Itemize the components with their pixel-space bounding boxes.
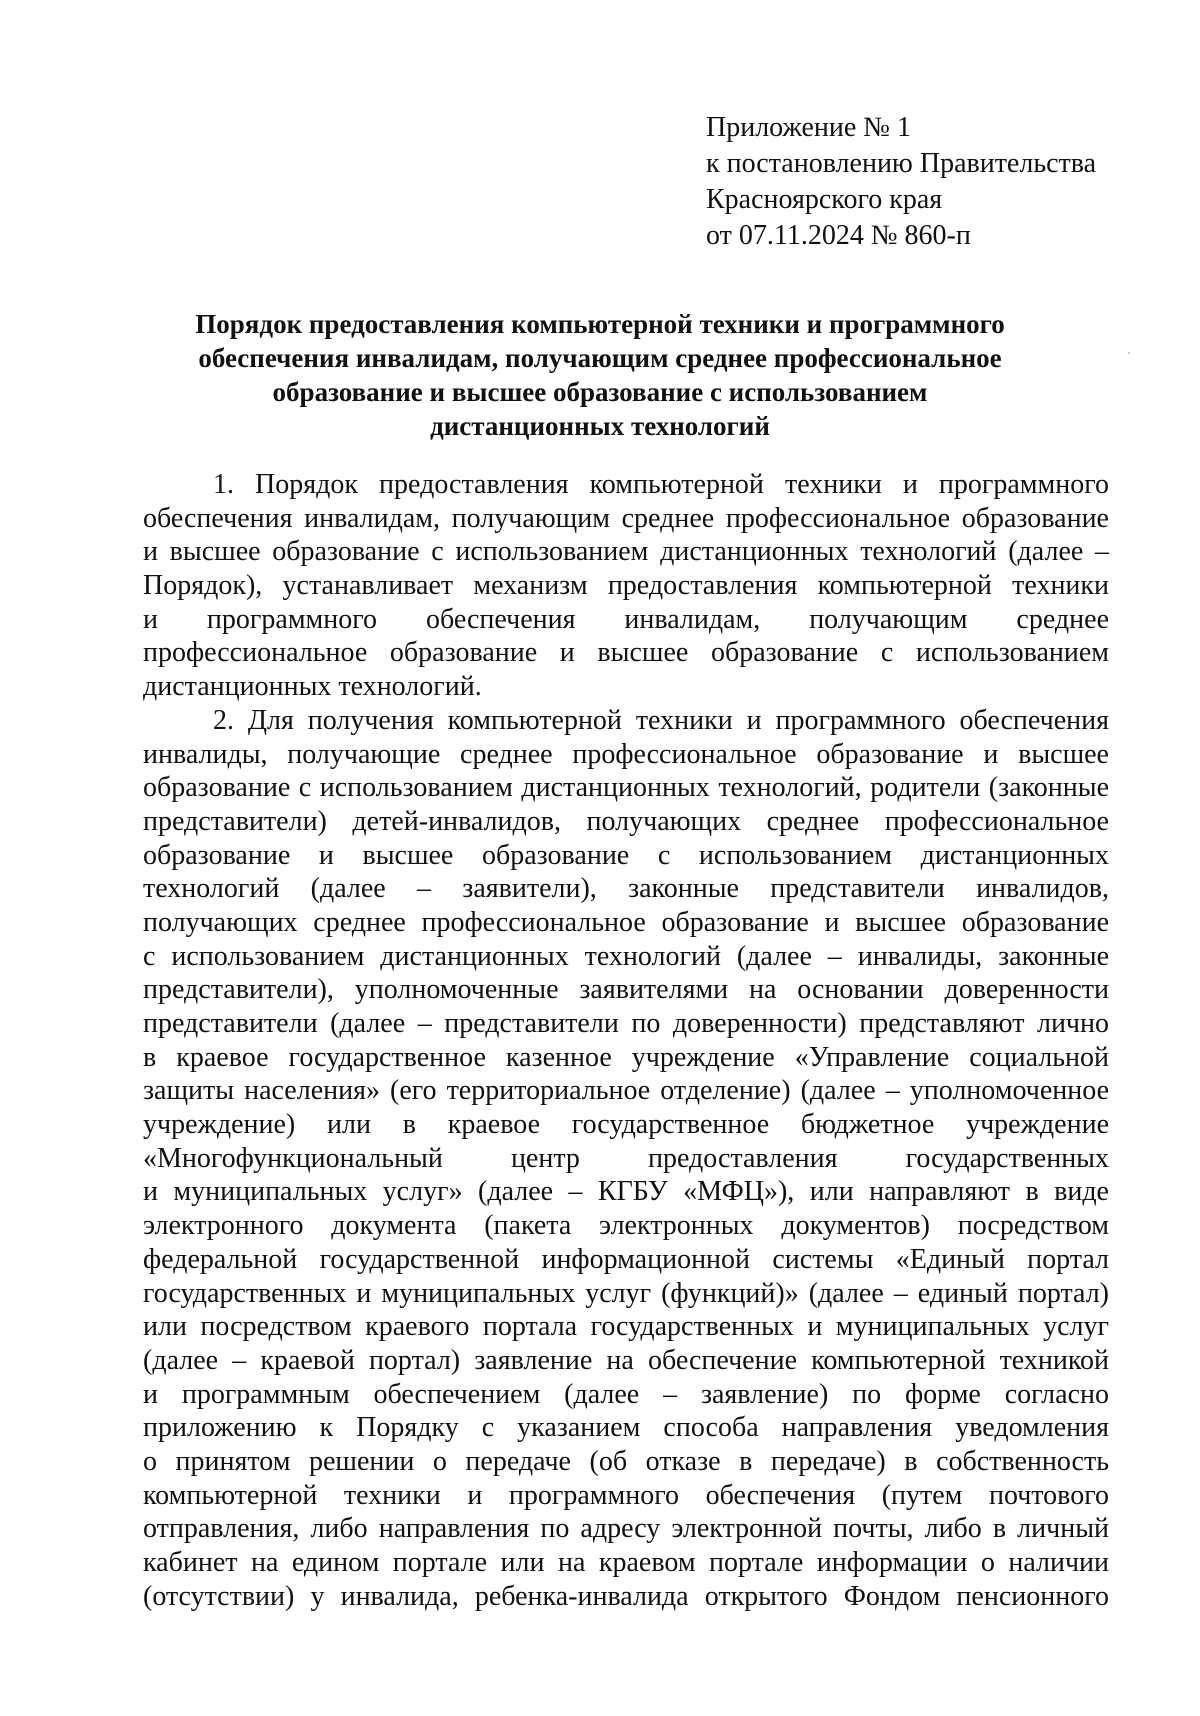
- paragraph-2-line: образование с использованием дистанционных технологий, родители (законные: [143, 772, 1109, 804]
- title-line: Порядок предоставления компьютерной техники и программного: [195, 309, 1005, 339]
- paragraph-2-line: отправления, либо направления по адресу электронной почты, либо в личный: [143, 1513, 1109, 1545]
- paragraph-1-line: обеспечения инвалидам, получающим среднее профессиональное образование: [143, 502, 1109, 534]
- title-line: образование и высшее образование с использованием: [272, 377, 928, 407]
- paragraph-2-line: и программным обеспечением (далее – заявление) по форме согласно: [143, 1378, 1109, 1410]
- paragraph-2-line: федеральной государственной информационной системы «Единый портал: [143, 1243, 1109, 1275]
- paragraph-2-line: (отсутствии) у инвалида, ребенка-инвалида открытого Фондом пенсионного: [143, 1580, 1109, 1612]
- scan-artifact-dot: [1128, 352, 1130, 354]
- appendix-header: [706, 110, 1096, 254]
- title-line: дистанционных технологий: [430, 411, 770, 441]
- appendix-resolution: к постановлению Правительства: [706, 148, 1097, 179]
- paragraph-2-line: компьютерной техники и программного обеспечения (путем почтового: [143, 1479, 1109, 1511]
- paragraph-2-line: представители (далее – представители по доверенности) представляют лично: [143, 1008, 1109, 1039]
- paragraph-1-line: дистанционных технологий.: [143, 671, 482, 703]
- paragraph-1-line: 1. Порядок предоставления компьютерной техники и программного: [213, 469, 1109, 500]
- paragraph-2-line: защиты населения» (его территориальное отделение) (далее – уполномоченное: [143, 1075, 1109, 1107]
- appendix-number: Приложение № 1: [706, 112, 911, 143]
- paragraph-2-line: получающих среднее профессиональное образование и высшее образование: [143, 906, 1109, 938]
- paragraph-2-line: представители) детей-инвалидов, получающих среднее профессиональное: [143, 805, 1109, 837]
- paragraph-2-line: (далее – краевой портал) заявление на обеспечение компьютерной техникой: [143, 1344, 1109, 1376]
- title-line: обеспечения инвалидам, получающим среднее профессиональное: [198, 343, 1002, 373]
- paragraph-1-line: Порядок), устанавливает механизм предоставления компьютерной техники: [143, 570, 1109, 602]
- paragraph-2-line: «Многофункциональный центр предоставления государственных: [143, 1142, 1109, 1174]
- paragraph-2-line: с использованием дистанционных технологий (далее – инвалиды, законные: [143, 940, 1109, 972]
- paragraph-2-line: представители), уполномоченные заявителями на основании доверенности: [143, 974, 1109, 1006]
- paragraph-1-line: и программного обеспечения инвалидам, получающим среднее: [143, 603, 1109, 635]
- paragraph-2-line: или посредством краевого портала государственных и муниципальных услуг: [143, 1311, 1109, 1343]
- paragraph-2-line: приложению к Порядку с указанием способа направления уведомления: [143, 1412, 1109, 1444]
- paragraph-2-line: о принятом решении о передаче (об отказе в передаче) в собственность: [143, 1445, 1109, 1477]
- paragraph-2-line: 2. Для получения компьютерной техники и программного обеспечения: [213, 704, 1109, 736]
- paragraph-2-line: инвалиды, получающие среднее профессиональное образование и высшее: [143, 738, 1109, 770]
- paragraph-2-line: учреждение) или в краевое государственное бюджетное учреждение: [143, 1109, 1109, 1141]
- paragraph-2-line: и муниципальных услуг» (далее – КГБУ «МФЦ»), или направляют в виде: [143, 1176, 1109, 1208]
- paragraph-2-line: государственных и муниципальных услуг (функций)» (далее – единый портал): [143, 1277, 1109, 1309]
- document-title: [140, 307, 1060, 443]
- paragraph-1-line: профессиональное образование и высшее образование с использованием: [143, 637, 1109, 669]
- paragraph-2-line: технологий (далее – заявители), законные представители инвалидов,: [143, 873, 1109, 905]
- appendix-date: от 07.11.2024 № 860-п: [706, 220, 971, 251]
- paragraph-2-line: образование и высшее образование с использованием дистанционных: [143, 839, 1109, 871]
- paragraph-1-line: и высшее образование с использованием дистанционных технологий (далее –: [143, 536, 1109, 568]
- paragraph-2-line: электронного документа (пакета электронных документов) посредством: [143, 1210, 1109, 1242]
- paragraph-2-line: кабинет на едином портале или на краевом портале информации о наличии: [143, 1547, 1109, 1578]
- paragraph-2-line: в краевое государственное казенное учреждение «Управление социальной: [143, 1041, 1109, 1073]
- appendix-region: Красноярского края: [706, 184, 943, 215]
- document-body: [143, 468, 1109, 1613]
